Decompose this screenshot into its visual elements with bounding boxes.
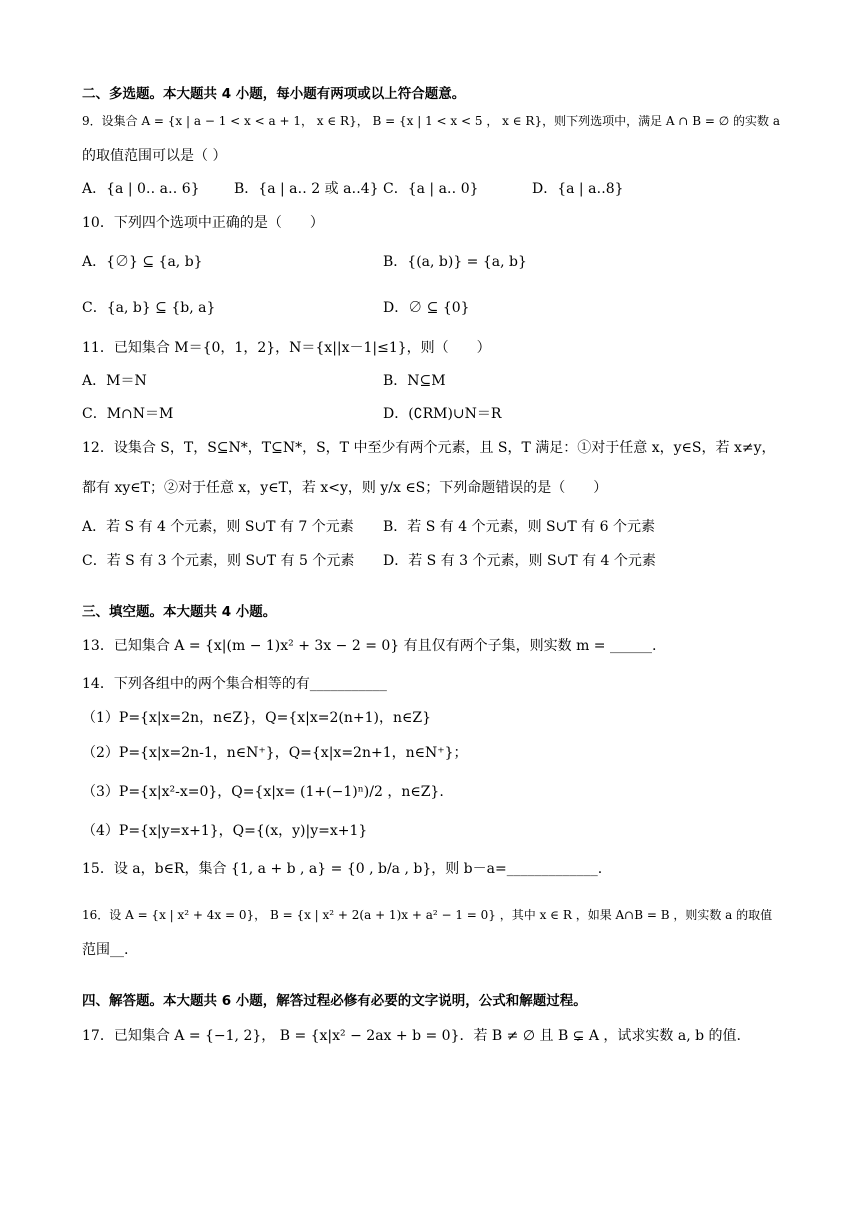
section-fill-in-heading: 三、填空题。本大题共 4 小题。: [82, 604, 277, 620]
question-12-option-a: A．若 S 有 4 个元素，则 S∪T 有 7 个元素: [82, 519, 354, 535]
question-13: 13．已知集合 A = {x|(m − 1)x² + 3x − 2 = 0} 有且仅有两个子集，则实数 m = ______.: [82, 638, 657, 654]
question-16-line1: 16．设 A = {x | x² + 4x = 0}， B = {x | x² + 2(a + 1)x + a² − 1 = 0} ，其中 x ∈ R ，如果 A∩B = B ，则实数 a 的取值: [82, 908, 773, 922]
question-12-option-c: C．若 S 有 3 个元素，则 S∪T 有 5 个元素: [82, 553, 355, 569]
question-14-item-2: （2）P={x|x=2n-1，n∈N⁺}，Q={x|x=2n+1，n∈N⁺}；: [82, 745, 468, 761]
question-15: 15．设 a，b∈R，集合 {1, a + b , a} = {0 , b/a , b}，则 b－a=_____________.: [82, 861, 603, 877]
question-11-option-b: B．N⊆M: [383, 373, 446, 389]
question-14-stem: 14．下列各组中的两个集合相等的有___________: [82, 676, 387, 692]
question-10-option-c: C．{a, b} ⊆ {b, a}: [82, 300, 216, 316]
question-9-option-a: A．{a | 0‥ a‥ 6}: [82, 181, 200, 197]
question-9-stem-line2: 的取值范围可以是（ ）: [82, 148, 227, 164]
section-multiple-choice-heading: 二、多选题。本大题共 4 小题，每小题有两项或以上符合题意。: [82, 86, 466, 102]
question-9-option-c: C．{a | a‥ 0}: [383, 181, 479, 197]
question-12-option-d: D．若 S 有 3 个元素，则 S∪T 有 4 个元素: [383, 553, 656, 569]
question-14-item-4: （4）P={x|y=x+1}，Q={(x，y)|y=x+1}: [82, 823, 368, 839]
question-17: 17．已知集合 A = {−1, 2}， B = {x|x² − 2ax + b = 0}．若 B ≠ ∅ 且 B ⊊ A ，试求实数 a, b 的值.: [82, 1028, 741, 1044]
question-12-stem-line2: 都有 xy∈T；②对于任意 x，y∈T，若 x<y，则 y/x ∈S；下列命题错误的是（ ）: [82, 480, 608, 496]
question-14-item-3: （3）P={x|x²-x=0}，Q={x|x= (1+(−1)ⁿ)/2 ，n∈Z}.: [82, 784, 444, 800]
question-11-stem: 11．已知集合 M＝{0，1，2}，N＝{x||x－1|≤1}，则（ ）: [82, 340, 491, 356]
question-16-line2: 范围__.: [82, 942, 129, 958]
question-12-stem-line1: 12．设集合 S，T，S⊆N*，T⊆N*，S，T 中至少有两个元素，且 S，T 满足：①对于任意 x，y∈S，若 x≠y，: [82, 440, 776, 456]
question-14-item-1: （1）P={x|x=2n，n∈Z}，Q={x|x=2(n+1)，n∈Z}: [82, 710, 431, 726]
question-9-option-b: B．{a | a‥ 2 或 a‥4}: [234, 181, 379, 197]
question-12-option-b: B．若 S 有 4 个元素，则 S∪T 有 6 个元素: [383, 519, 655, 535]
question-11-option-c: C．M∩N＝M: [82, 406, 174, 422]
question-9-option-d: D．{a | a‥8}: [532, 181, 624, 197]
section-answer-heading: 四、解答题。本大题共 6 小题，解答过程必修有必要的文字说明，公式和解题过程。: [82, 993, 587, 1009]
question-10-option-a: A．{∅} ⊆ {a, b}: [82, 254, 203, 270]
question-11-option-d: D．(∁RM)∪N＝R: [383, 406, 502, 422]
question-10-option-d: D．∅ ⊆ {0}: [383, 300, 470, 316]
question-10-stem: 10．下列四个选项中正确的是（ ）: [82, 215, 324, 231]
question-11-option-a: A．M＝N: [82, 373, 147, 389]
question-9-stem-line1: 9．设集合 A = {x | a − 1 < x < a + 1， x ∈ R}， B = {x | 1 < x < 5 ， x ∈ R}，则下列选项中，满足 A ∩ B = ∅ 的实数 a: [82, 114, 780, 128]
question-10-option-b: B．{(a, b)} = {a, b}: [383, 254, 527, 270]
